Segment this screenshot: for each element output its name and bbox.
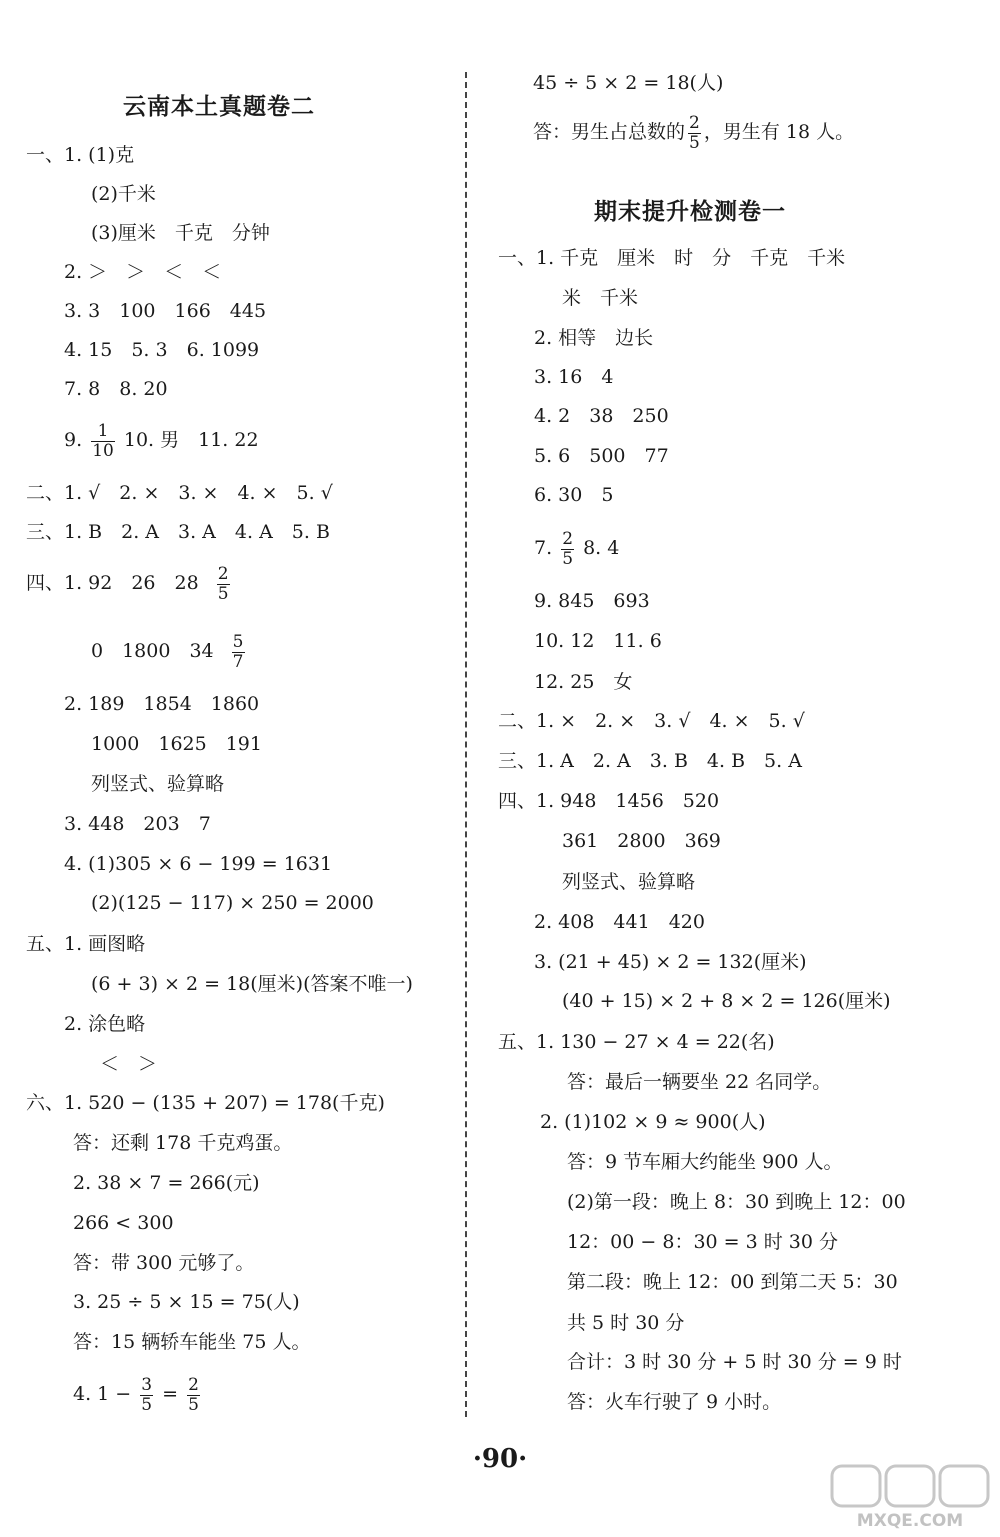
answer-line: 3. 448 203 7	[64, 813, 211, 835]
answer-line: 3. 16 4	[534, 366, 614, 388]
answer-line: 答：火车行驶了 9 小时。	[567, 1391, 782, 1413]
fraction: $\frac{1}{10}$	[92, 420, 114, 461]
answer-line: 2. 涂色略	[64, 1013, 146, 1035]
fraction: $\frac{2}{5}$	[188, 1374, 199, 1415]
answer-line-fraction	[533, 110, 854, 154]
answer-line: 三、1. A 2. A 3. B 4. B 5. A	[498, 750, 802, 772]
answer-line: 4. 2 38 250	[534, 405, 669, 427]
answer-line: 答：还剩 178 千克鸡蛋。	[73, 1132, 293, 1154]
column-divider	[465, 72, 467, 1417]
answer-line: 3. 25 ÷ 5 × 15 = 75(人)	[73, 1291, 300, 1313]
answer-line: 266 < 300	[73, 1212, 174, 1234]
answer-line: 第二段：晚上 12：00 到第二天 5：30	[567, 1271, 898, 1293]
answer-line-fraction	[26, 561, 233, 605]
item-label: 7.	[534, 537, 553, 559]
answer-line: 12：00 − 8：30 = 3 时 30 分	[567, 1231, 839, 1253]
answer-line: 二、1. × 2. × 3. √ 4. × 5. √	[498, 710, 805, 732]
answer-line: 3. 3 100 166 445	[64, 300, 267, 322]
answer-text: 10. 男 11. 22	[123, 429, 259, 451]
answer-line: 四、1. 948 1456 520	[498, 790, 720, 812]
answer-text: ，男生有 18 人。	[703, 121, 855, 143]
section-title-right: 期末提升检测卷一	[594, 199, 786, 225]
answer-text: 8. 4	[583, 537, 620, 559]
fraction: $\frac{5}{7}$	[232, 631, 244, 672]
answer-line: 答：带 300 元够了。	[73, 1252, 255, 1274]
answer-line: 10. 12 11. 6	[534, 630, 662, 652]
answer-line: (6 + 3) × 2 = 18(厘米)(答案不唯一)	[91, 973, 413, 995]
answer-line: 2. ＞ ＞ ＜ ＜	[64, 261, 222, 283]
answer-line: 列竖式、验算略	[91, 773, 225, 795]
item-label: 9.	[64, 429, 83, 451]
answer-line: 6. 30 5	[534, 484, 614, 506]
answer-text: 四、1. 92 26 28	[26, 572, 199, 594]
answer-line: ＜ ＞	[100, 1053, 158, 1075]
answer-line: 列竖式、验算略	[562, 871, 696, 893]
answer-line: 5. 6 500 77	[534, 445, 669, 467]
answer-line: (3)厘米 千克 分钟	[91, 222, 270, 244]
section-title-left: 云南本土真题卷二	[123, 94, 315, 120]
answer-line: (2)第一段：晚上 8：30 到晚上 12：00	[567, 1191, 906, 1213]
answer-line-fraction	[534, 526, 619, 570]
answer-line: 一、1. 千克 厘米 时 分 千克 千米	[498, 247, 846, 269]
answer-line: 合计：3 时 30 分 + 5 时 30 分 = 9 时	[567, 1351, 902, 1373]
fraction: $\frac{2}{5}$	[217, 563, 229, 604]
answer-line: 2. 189 1854 1860	[64, 693, 260, 715]
fraction: $\frac{2}{5}$	[689, 112, 700, 153]
answer-line: 12. 25 女	[534, 671, 633, 693]
answer-line: 9. 845 693	[534, 590, 650, 612]
answer-line: 4. (1)305 × 6 − 199 = 1631	[64, 853, 333, 875]
answer-line: 4. 15 5. 3 6. 1099	[64, 339, 260, 361]
answer-line: 2. 38 × 7 = 266(元)	[73, 1172, 260, 1194]
answer-text: 4. 1 −	[73, 1383, 132, 1405]
answer-line: 一、1. (1)克	[26, 144, 135, 166]
watermark-logo-icon	[828, 1462, 993, 1532]
fraction: $\frac{3}{5}$	[141, 1374, 153, 1415]
answer-line: 1000 1625 191	[91, 733, 262, 755]
answer-line: 2. (1)102 × 9 ≈ 900(人)	[540, 1111, 766, 1133]
answer-line: 三、1. B 2. A 3. A 4. A 5. B	[26, 521, 330, 543]
answer-line: 米 千米	[562, 287, 639, 309]
answer-text: 0 1800 34	[91, 640, 214, 662]
answer-line: 7. 8 8. 20	[64, 378, 168, 400]
answer-line: 六、1. 520 − (135 + 207) = 178(千克)	[26, 1092, 385, 1114]
answer-line: 五、1. 画图略	[26, 933, 146, 955]
answer-line: 二、1. √ 2. × 3. × 4. × 5. √	[26, 482, 333, 504]
answer-line: 361 2800 369	[562, 830, 721, 852]
answer-line: 答：15 辆轿车能坐 75 人。	[73, 1331, 311, 1353]
answer-line: (40 + 15) × 2 + 8 × 2 = 126(厘米)	[562, 990, 891, 1012]
answer-line: 2. 相等 边长	[534, 327, 654, 349]
answer-line: 答：9 节车厢大约能坐 900 人。	[567, 1151, 843, 1173]
answer-line-fraction	[91, 629, 248, 673]
watermark-text: MXQE.COM	[856, 1511, 964, 1531]
answer-line: 45 ÷ 5 × 2 = 18(人)	[533, 72, 724, 94]
equals-sign: =	[162, 1383, 179, 1405]
answer-line: 共 5 时 30 分	[567, 1312, 685, 1334]
answer-line: (2)千米	[91, 183, 156, 205]
answer-line: 2. 408 441 420	[534, 911, 705, 933]
answer-line: 五、1. 130 − 27 × 4 = 22(名)	[498, 1031, 775, 1053]
page-number: ·90·	[472, 1444, 528, 1474]
answer-line: (2)(125 − 117) × 250 = 2000	[91, 892, 374, 914]
answer-line-fraction	[73, 1372, 203, 1416]
fraction: $\frac{2}{5}$	[562, 528, 574, 569]
answer-line: 答：最后一辆要坐 22 名同学。	[567, 1071, 832, 1093]
answer-text: 答：男生占总数的	[533, 121, 686, 143]
answer-line-fraction	[64, 418, 259, 462]
answer-line: 3. (21 + 45) × 2 = 132(厘米)	[534, 951, 807, 973]
